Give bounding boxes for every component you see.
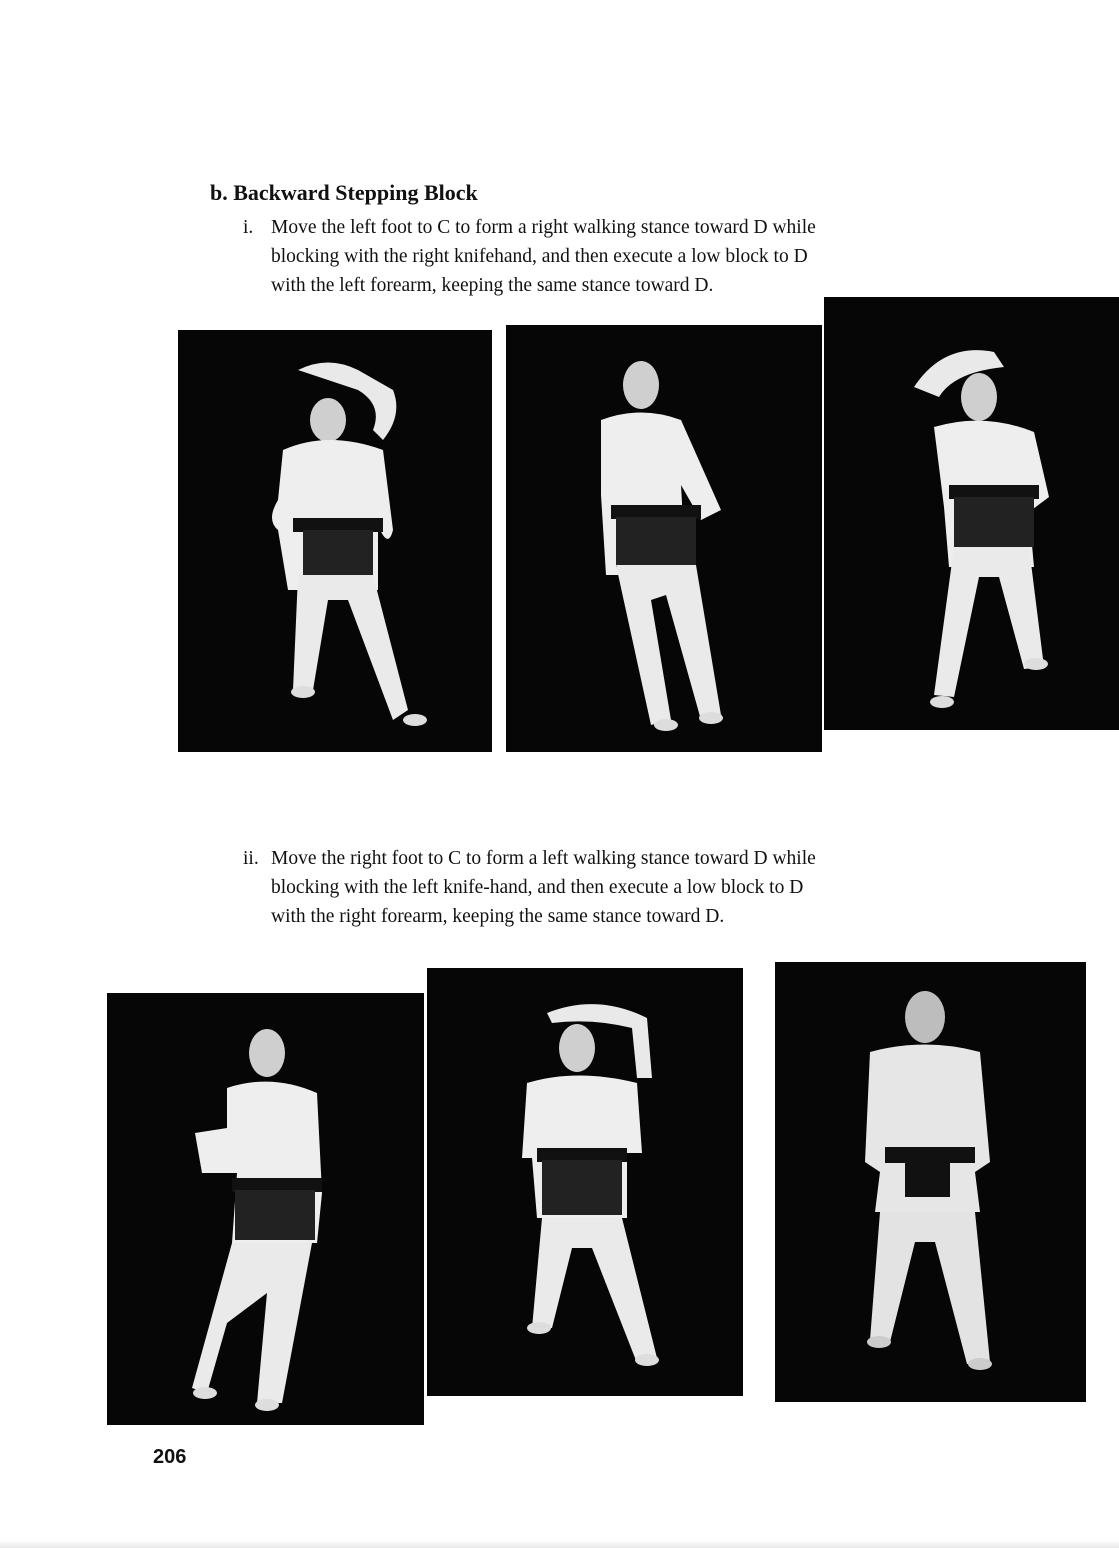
photo-step-ii-1 (107, 993, 424, 1425)
photo-step-ii-2 (427, 968, 743, 1396)
page-bottom-edge (0, 1540, 1119, 1548)
martial-artist-figure (427, 968, 743, 1396)
martial-artist-figure (107, 993, 424, 1425)
photo-step-i-3 (824, 297, 1119, 730)
step-number: ii. (243, 848, 259, 869)
step-number: i. (243, 217, 254, 238)
photo-step-ii-3 (775, 962, 1086, 1402)
step-line: Move the left foot to C to form a right walking stance toward D while (271, 217, 816, 238)
step-text (271, 844, 971, 931)
martial-artist-figure (506, 325, 822, 752)
step-line: Move the right foot to C to form a left walking stance toward D while (271, 848, 816, 869)
photo-step-i-1 (178, 330, 492, 752)
martial-artist-figure (824, 297, 1119, 730)
step-line: with the left forearm, keeping the same stance toward D. (271, 275, 714, 296)
section-heading: b. Backward Stepping Block (210, 180, 478, 205)
photo-step-i-2 (506, 325, 822, 752)
martial-artist-figure (178, 330, 492, 752)
step-line: blocking with the left knife-hand, and then execute a low block to D (271, 877, 804, 898)
step-ii (243, 844, 983, 934)
martial-artist-figure (775, 962, 1086, 1402)
step-line: blocking with the right knifehand, and then execute a low block to D (271, 246, 808, 267)
step-text (271, 213, 971, 300)
step-i (243, 213, 983, 303)
page-number: 206 (153, 1446, 187, 1468)
step-line: with the right forearm, keeping the same stance toward D. (271, 906, 725, 927)
